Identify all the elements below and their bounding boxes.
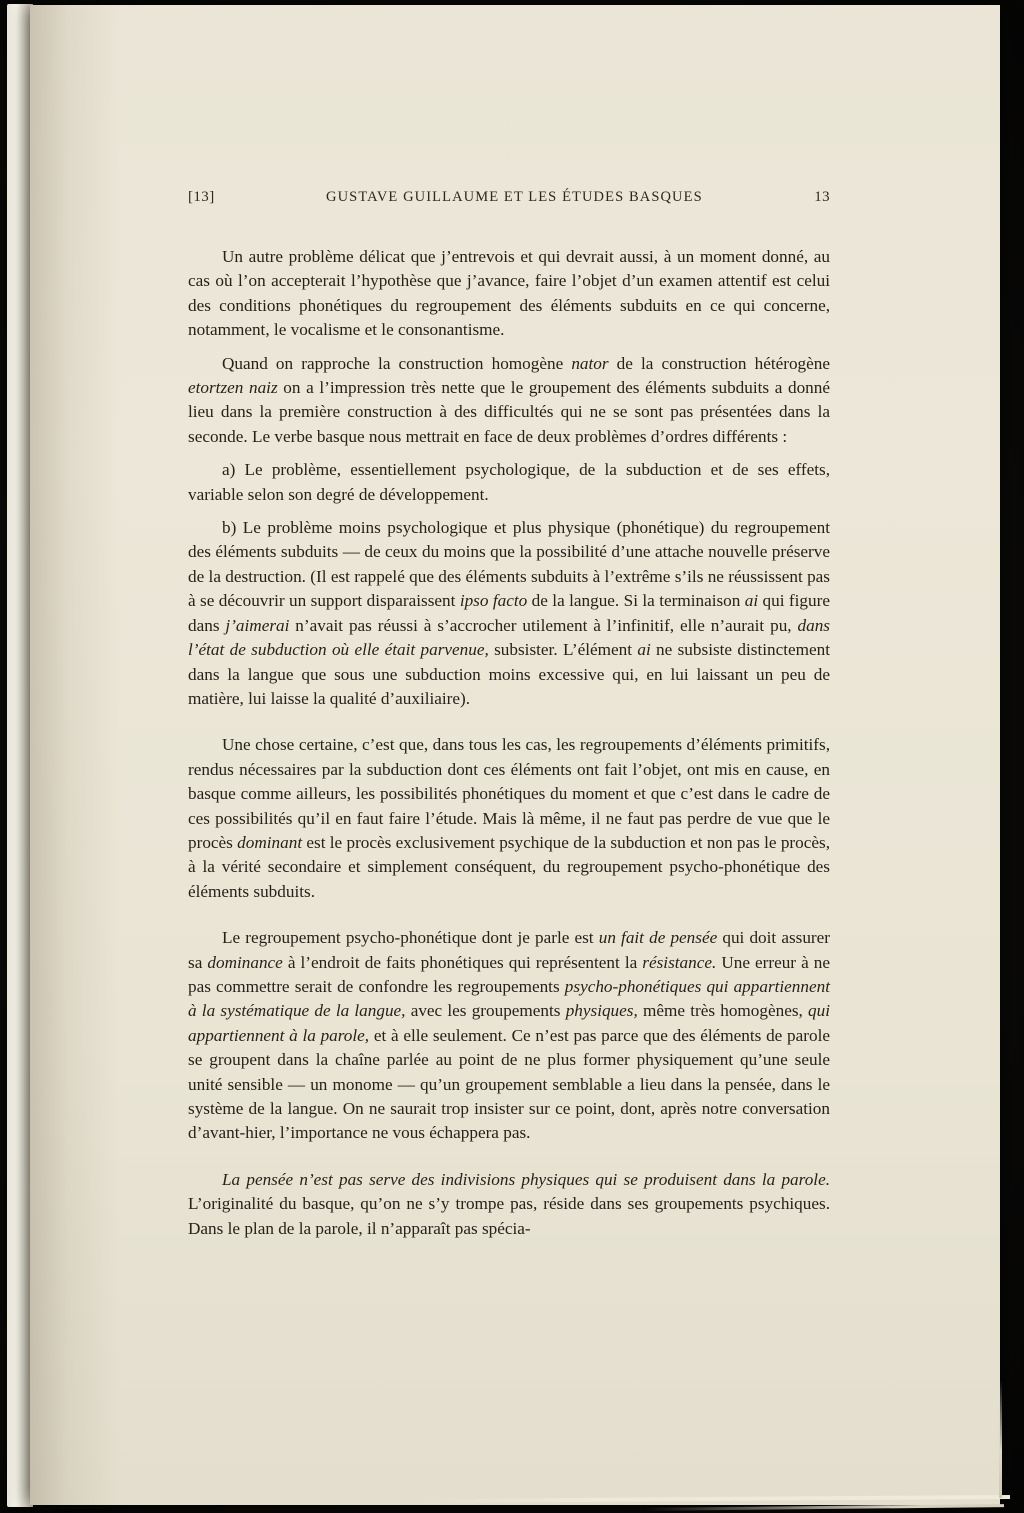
italic-run: dominance: [207, 952, 283, 972]
text-run: Un autre problème délicat que j’entrevois et qui devrait aussi, à un moment donné, au cas où l’on accepterait l’hypothèse que j’avance, faire l’objet d’un examen attentif est celui des conditions phonétiques du regroupement des éléments subduits en ce qui concerne, notamment, le vocalisme et le consonantisme.: [188, 247, 830, 340]
text-run: à l’endroit de faits phonétiques qui représentent la: [282, 952, 643, 972]
italic-run: nator: [571, 353, 609, 373]
text-run: qui doit assurer sa: [188, 928, 830, 972]
text-run: Une chose certaine, c’est que, dans tous les cas, les regroupements d’éléments primitifs, rendus nécessaires par la subduction dont ces éléments ont fait l’objet, ont mis en cause, en basque comme ailleurs, les possibilités phonétiques du moment et que c’est dans le cadre de ces possibilités qu’il en faut faire l’étude. Mais là même, il ne faut pas perdre de vue que le procès: [188, 735, 830, 852]
paragraph: [188, 711, 830, 904]
paragraph: [188, 507, 830, 711]
paragraph: [188, 1146, 830, 1241]
italic-run: physiques,: [565, 1001, 638, 1021]
italic-run: ai: [637, 640, 651, 660]
text-run: Quand on rapproche la construction homogène: [222, 353, 572, 373]
page-body: [188, 236, 830, 1241]
italic-run: etortzen naiz: [188, 378, 278, 398]
italic-run: La pensée n’est pas serve des indivisions physiques qui se produisent dans la parole.: [222, 1169, 830, 1189]
italic-run: dominant: [237, 832, 303, 852]
text-run: de la langue. Si la terminaison: [527, 591, 745, 611]
text-run: ne subsiste distinctement dans la langue que sous une subduction moins excessive qui, en lui laissant un peu de matière, lui laisse la qualité d’auxiliaire).: [188, 640, 830, 708]
text-run: même très homogènes,: [637, 1001, 809, 1021]
text-run: et à elle seulement. Ce n’est pas parce que des éléments de parole se groupent dans la chaîne parlée au point de ne plus former physiquement qu’une seule unité sensible — un monome — qu’un groupement semblable a lieu dans la pensée, dans le système de la langue. On ne saurait trop insister sur ce point, dont, après notre conversation d’avant-hier, l’importance ne vous échappera pas.: [188, 1025, 830, 1143]
page-number: 13: [814, 189, 830, 205]
text-run: Le regroupement psycho-phonétique dont je parle est: [222, 928, 599, 948]
text-run: est le procès exclusivement psychique de la subduction et non pas le procès, à la vérité secondaire et simplement conséquent, du regroupement psycho-phonétique des éléments subduits.: [188, 832, 830, 901]
text-run: qui figure dans: [188, 591, 830, 635]
page-header: [188, 189, 830, 206]
text-run: L’originalité du basque, qu’on ne s’y trompe pas, réside dans ses groupements psychiques. Dans le plan de la parole, il n’apparaît pas spécia-: [188, 1194, 830, 1238]
book-page: [30, 5, 1000, 1505]
italic-run: ipso facto: [459, 591, 528, 611]
running-title: GUSTAVE GUILLAUME ET LES ÉTUDES BASQUES: [326, 189, 703, 205]
paragraph: [188, 343, 830, 450]
italic-run: ai: [744, 591, 759, 611]
italic-run: résistance.: [642, 952, 717, 972]
text-run: avec les groupements: [405, 1001, 566, 1021]
page-content-column: [188, 189, 830, 1241]
paragraph: [188, 236, 830, 343]
italic-run: psycho-phonétiques qui appartiennent à la systématique de la langue,: [188, 976, 830, 1021]
text-run: on a l’impression très nette que le groupement des éléments subduits a donné lieu dans la première construction à des difficultés qui ne se sont pas présentées dans la seconde. Le verbe basque nous mettrait en face de deux problèmes d’ordres différents :: [188, 378, 830, 446]
text-run: n’avait pas réussi à s’accrocher utilement à l’infinitif, elle n’aurait pu,: [289, 615, 798, 635]
text-run: subsister. L’élément: [488, 640, 638, 660]
text-run: Une erreur à ne pas commettre serait de confondre les regroupements: [188, 952, 830, 996]
stacked-page-edge: [999, 1380, 1002, 1498]
text-run: b) Le problème moins psychologique et plus physique (phonétique) du regroupement des éléments subduits — de ceux du moins que la possibilité d’une attache nouvelle préserve de la destruction. (Il est rappelé que des éléments subduits à l’extrême s’ils ne réussissent pas à se découvrir un support disparaissent: [188, 518, 830, 611]
stacked-page-edge: [644, 1504, 1004, 1511]
italic-run: un fait de pensée: [598, 928, 718, 948]
text-run: de la construction hétérogène: [608, 353, 830, 373]
italic-run: dans l’état de subduction où elle était parvenue,: [188, 615, 830, 660]
text-run: a) Le problème, essentiellement psychologique, de la subduction et de ses effets, variable selon son degré de développement.: [188, 460, 830, 504]
bracket-page-number: [13]: [188, 189, 215, 205]
paragraph: [188, 904, 830, 1146]
italic-run: j’aimerai: [225, 615, 290, 635]
italic-run: qui appartiennent à la parole,: [188, 1001, 830, 1045]
paragraph: [188, 449, 830, 507]
